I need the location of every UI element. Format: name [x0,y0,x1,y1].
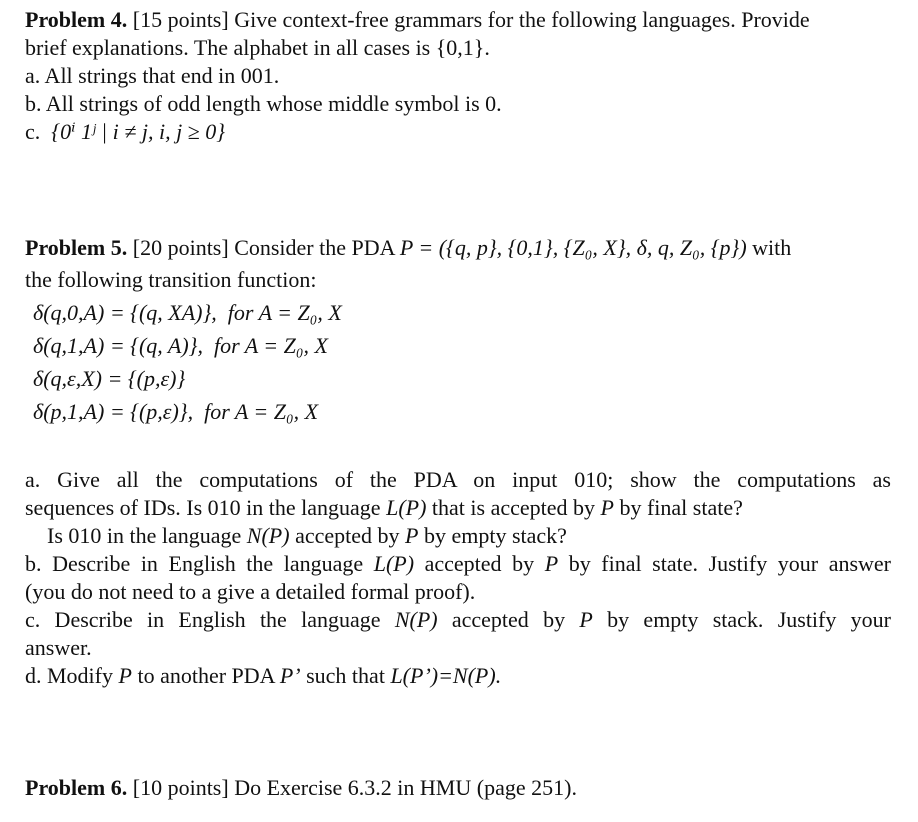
problem-4-intro: [15 points] Give context-free grammars for the following languages. Provide [127,7,810,32]
transition-3 [25,362,891,395]
problem-5-part-c-line-2: answer. [25,635,92,660]
text-span: by empty stack? [418,523,567,548]
text-span: accepted by [289,523,405,548]
text-span: such that [300,663,391,688]
problem-5-line-1 [25,230,891,264]
problem-4-part-b: b. All strings of odd length whose middle symbol is 0. [25,91,502,116]
problem-5-part-a-line-3 [25,522,891,550]
text-span: by empty stack. Justify your [592,607,891,632]
text-span: accepted by [437,607,580,632]
problem-4-line-2: brief explanations. The alphabet in all cases is {0,1}. [25,35,490,60]
transition-2-cond: for A = Z₀, X [213,333,328,358]
problem-4-line-1 [25,6,891,34]
pda-definition: P = ({q, p}, {0,1}, {Z₀, X}, δ, q, Z₀, {p}) [399,235,747,260]
transition-2 [25,329,891,362]
np-term: N(P) [394,607,438,632]
problem-5-part-d [25,662,891,690]
problem-6-line [25,774,891,802]
problem-4-part-c [25,118,891,146]
problem-5-part-a-line-1: a. Give all the computations of the PDA on input 010; show the computations as [25,467,891,492]
transition-1 [25,296,891,329]
text-span: that is accepted by [426,495,601,520]
problem-5-part-b-line-2: (you do not need to a give a detailed formal proof). [25,579,476,604]
problem-5-intro: [20 points] Consider the PDA [127,235,400,260]
problem-5-line-2: the following transition function: [25,267,317,292]
problem-5-heading: Problem 5. [25,235,128,260]
lp-term: L(P) [373,551,415,576]
text-span: by final state? [613,495,743,520]
p-term: P [405,523,419,548]
transition-4 [25,395,891,428]
p-term: P [544,551,559,576]
transition-1-eq: δ(q,0,A) = {(q, XA)}, [33,300,217,325]
problem-4-part-c-label: c. [25,119,41,144]
problem-6 [25,774,891,802]
document-page [25,6,891,802]
problem-6-text: [10 points] Do Exercise 6.3.2 in HMU (page 251). [127,775,577,800]
problem-4 [25,6,891,146]
problem-6-heading: Problem 6. [25,775,128,800]
text-span: accepted by [414,551,545,576]
transition-1-cond: for A = Z₀, X [227,300,342,325]
problem-5-part-a-line-2 [25,494,891,522]
text-span: Is 010 in the language [47,523,247,548]
problem-4-part-a: a. All strings that end in 001. [25,63,280,88]
p-term: P [600,495,614,520]
text-span: by final state. Justify your answer [558,551,892,576]
transition-2-eq: δ(q,1,A) = {(q, A)}, [33,333,203,358]
p-term: P [118,663,132,688]
problem-4-part-c-math: {0ⁱ 1ʲ | i ≠ j, i, j ≥ 0} [51,119,226,144]
problem-4-heading: Problem 4. [25,7,128,32]
text-span: to another PDA [131,663,280,688]
language-equation: L(P’)=N(P). [390,663,502,688]
problem-5-with: with [746,235,792,260]
text-span: b. Describe in English the language [25,551,374,576]
p-prime-term: P’ [279,663,301,688]
np-term: N(P) [246,523,290,548]
problem-5-part-b-line-1 [25,550,891,578]
transition-4-eq: δ(p,1,A) = {(p,ε)}, [33,399,194,424]
p-term: P [579,607,593,632]
problem-5 [25,230,891,690]
text-span: c. Describe in English the language [25,607,395,632]
text-span: sequences of IDs. Is 010 in the language [25,495,387,520]
transition-3-eq: δ(q,ε,X) = {(p,ε)} [33,366,186,391]
problem-5-part-c-line-1 [25,606,891,634]
lp-term: L(P) [386,495,427,520]
text-span: d. Modify [25,663,119,688]
transition-4-cond: for A = Z₀, X [204,399,319,424]
